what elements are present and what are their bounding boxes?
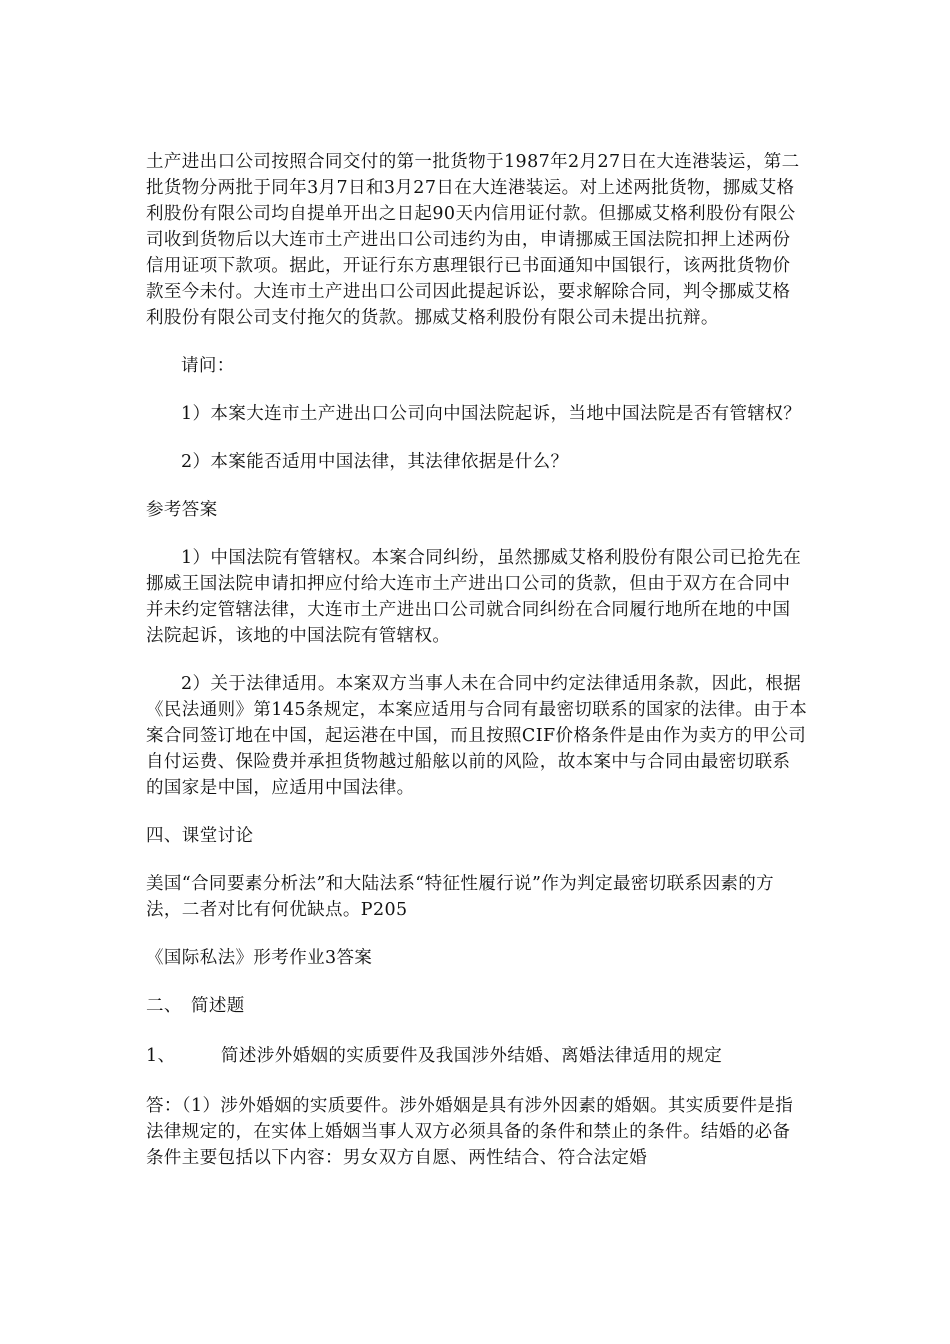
question-item-1: 1）本案大连市土产进出口公司向中国法院起诉，当地中国法院是否有管辖权？: [181, 404, 802, 424]
case-facts-paragraph: 土产进出口公司按照合同交付的第一批货物于1987年2月27日在大连港装运，第二批货物分两批于同年3月7日和3月27日在大连港装运。对上述两批货物，挪威艾格利股份有限公司均自提单开出之日起90天内信用证付款。但挪威艾格利股份有限公司收到货物后以大连市土产进出口公司违约为由，申请挪威王国法院扣押上述两份信用证项下款项。据此，开证行东方惠理银行已书面通知中国银行，该两批货物价款至今未付。大连市土产进出口公司因此提起诉讼，要求解除合同，判令挪威艾格利股份有限公司支付拖欠的货款。挪威艾格利股份有限公司未提出抗辩。: [146, 152, 800, 328]
section-heading-short-answer: 二、 简述题: [146, 996, 245, 1016]
section-heading-discussion: 四、课堂讨论: [146, 826, 254, 846]
question-text: 简述涉外婚姻的实质要件及我国涉外结婚、离婚法律适用的规定: [221, 1046, 723, 1066]
short-answer-question-1: [146, 1043, 808, 1069]
reference-answer-heading: 参考答案: [146, 500, 218, 520]
answer-item-2: 2）关于法律适用。本案双方当事人未在合同中约定法律适用条款，因此，根据《民法通则》第145条规定，本案应适用与合同有最密切联系的国家的法律。由于本案合同签订地在中国，起运港在中国，而且按照CIF价格条件是由作为卖方的甲公司自付运费、保险费并承担货物越过船舷以前的风险，故本案中与合同由最密切联系的国家是中国，应适用中国法律。: [146, 674, 808, 798]
question-item-2: 2）本案能否适用中国法律，其法律依据是什么？: [181, 452, 569, 472]
discussion-paragraph: 美国“合同要素分析法”和大陆法系“特征性履行说”作为判定最密切联系因素的方法，二者对比有何优缺点。P205: [146, 874, 775, 920]
assignment-title: 《国际私法》形考作业3答案: [146, 948, 373, 968]
question-number: 1、: [146, 1046, 176, 1066]
answer-paragraph: 答：（1）涉外婚姻的实质要件。涉外婚姻是具有涉外因素的婚姻。其实质要件是指法律规定的，在实体上婚姻当事人双方必须具备的条件和禁止的条件。结婚的必备条件主要包括以下内容：男女双方自愿、两性结合、符合法定婚: [146, 1096, 794, 1168]
question-heading: 请问：: [181, 356, 235, 376]
document-body: [146, 149, 808, 1171]
answer-item-1: 1）中国法院有管辖权。本案合同纠纷，虽然挪威艾格利股份有限公司已抢先在挪威王国法院申请扣押应付给大连市土产进出口公司的货款，但由于双方在合同中并未约定管辖法律，大连市土产进出口公司就合同纠纷在合同履行地所在地的中国法院起诉，该地的中国法院有管辖权。: [146, 548, 802, 646]
